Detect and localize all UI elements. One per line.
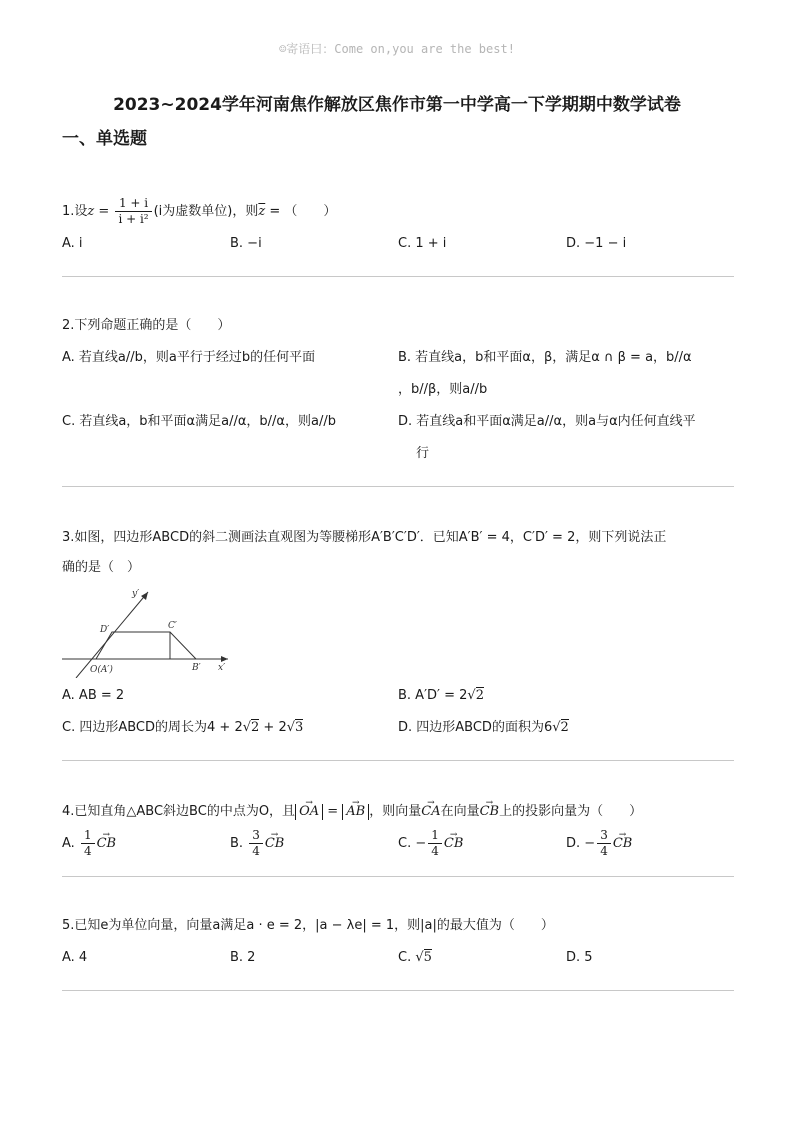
label-c: C′ (168, 621, 177, 631)
q1-var: z (87, 204, 95, 219)
divider (62, 876, 734, 877)
q1-eq2: = （ ） (265, 204, 337, 219)
divider (62, 486, 734, 487)
q4-a-den: 4 (83, 844, 92, 858)
oblique-projection-diagram (62, 586, 232, 678)
q5-c-radicand: 5 (423, 950, 432, 965)
question-1 (62, 196, 734, 227)
q5-option-d[interactable]: D. 5 (566, 950, 593, 965)
question-5-stem: 5.已知e为单位向量，向量a满足a · e = 2，|a − λe| = 1，则|a|的最大值为（ ） (62, 918, 554, 933)
q4-c-vec: → CB (444, 828, 464, 860)
q4-option-d[interactable] (566, 828, 632, 860)
q3-b-radicand: 2 (475, 688, 484, 703)
q4-eq: = (323, 804, 343, 819)
label-d: D′ (100, 625, 110, 635)
q4-vec-ca: → CA (421, 796, 440, 828)
q4-d-vec: → CB (613, 828, 633, 860)
q4-option-c[interactable] (398, 828, 463, 860)
q4-end: 上的投影向量为（ ） (499, 804, 643, 819)
question-1-stem (62, 196, 734, 227)
q4-d-num: 3 (597, 828, 611, 844)
divider (62, 760, 734, 761)
q1-prefix: 1.设 (62, 204, 88, 219)
x-axis-arrow-icon (221, 656, 228, 662)
q4-d-frac (597, 828, 611, 859)
q4-b-num: 3 (249, 828, 263, 844)
q2-option-c[interactable]: C. 若直线a，b和平面α满足a//α，b//α，则a//b (62, 414, 336, 429)
q4-vec-oa: → OA (299, 804, 319, 820)
q4-option-b[interactable] (230, 828, 284, 860)
q2-option-d-cont: 行 (416, 446, 430, 461)
q5-option-c[interactable]: C. √5 (398, 950, 432, 965)
q2-option-b-cont: ，b//β，则a//b (398, 382, 488, 397)
q1-option-a[interactable]: A. i (62, 236, 83, 251)
q4-c-sign: − (415, 836, 427, 851)
q1-frac-num: 1 + i (115, 196, 151, 212)
q4-abs-ab (342, 804, 369, 820)
question-2-stem: 2.下列命题正确的是（ ） (62, 318, 231, 333)
q1-mid: (i为虚数单位)，则 (153, 204, 259, 219)
q4-b-den: 4 (252, 844, 260, 858)
q3-c-radicand-2: 3 (295, 720, 304, 735)
q3-option-d[interactable]: D. 四边形ABCD的面积为6√2 (398, 720, 569, 735)
question-4-stem (62, 796, 642, 828)
q5-option-b[interactable]: B. 2 (230, 950, 256, 965)
q1-eq: = (94, 204, 114, 219)
q4-post: ，则向量 (369, 804, 422, 819)
q4-b-vec: → CB (265, 828, 285, 860)
q3-c-text: C. 四边形ABCD的周长为4 + 2 (62, 720, 243, 735)
q2-option-b[interactable]: B. 若直线a，b和平面α，β，满足α ∩ β = a，b//α (398, 350, 692, 365)
q4-d-sign: − (584, 836, 596, 851)
label-y: y′ (132, 589, 140, 599)
section-heading: 一、单选题 (62, 129, 147, 149)
question-3-stem-line2: 确的是（ ） (62, 560, 141, 575)
q4-pre: 4.已知直角△ABC斜边BC的中点为O，且 (62, 804, 296, 819)
q5-option-a[interactable]: A. 4 (62, 950, 88, 965)
q5-c-label: C. (398, 950, 416, 965)
q1-option-c[interactable]: C. 1 + i (398, 236, 447, 251)
q4-b-frac (249, 828, 263, 859)
q4-c-num: 1 (428, 828, 442, 844)
label-b: B′ (192, 663, 201, 673)
q3-d-radicand: 2 (560, 720, 569, 735)
q4-d-label: D. (566, 836, 585, 851)
question-3-stem-line1: 3.如图，四边形ABCD的斜二测画法直观图为等腰梯形A′B′C′D′．已知A′B′ = 4，C′D′ = 2，则下列说法正 (62, 530, 667, 545)
q2-option-d[interactable]: D. 若直线a和平面α满足a//α，则a与α内任何直线平 (398, 414, 696, 429)
q4-vec-ab: → AB (346, 804, 365, 820)
q4-a-frac (81, 828, 95, 859)
q3-option-b[interactable]: B. A′D′ = 2√2 (398, 688, 484, 703)
q4-c-label: C. (398, 836, 416, 851)
q4-c-frac (428, 828, 442, 859)
q4-vec-cb: → CB (480, 796, 500, 828)
q3-option-a[interactable]: A. AB = 2 (62, 688, 125, 703)
q4-a-vec: → CB (97, 828, 117, 860)
divider (62, 990, 734, 991)
header-motto: ☺寄语曰：Come on,you are the best! (279, 42, 515, 56)
label-o: O(A′) (90, 665, 113, 675)
q2-option-a[interactable]: A. 若直线a//b，则a平行于经过b的任何平面 (62, 350, 316, 365)
q1-option-b[interactable]: B. −i (230, 236, 262, 251)
q3-d-text: D. 四边形ABCD的面积为6 (398, 720, 553, 735)
label-x: x′ (218, 663, 226, 673)
q3-c-mid: + 2 (259, 720, 287, 735)
q4-option-a[interactable] (62, 828, 116, 860)
q3-c-radicand-1: 2 (251, 720, 260, 735)
q1-fraction (115, 196, 151, 227)
q1-zbar: $\overline{z}$ (258, 204, 266, 219)
q4-d-den: 4 (600, 844, 608, 858)
divider (62, 276, 734, 277)
q4-c-den: 4 (431, 844, 439, 858)
q3-option-c[interactable]: C. 四边形ABCD的周长为4 + 2√2 + 2√3 (62, 720, 304, 735)
q1-option-d[interactable]: D. −1 − i (566, 236, 627, 251)
q4-a-num: 1 (81, 828, 95, 844)
q4-abs-oa (295, 804, 323, 820)
q3-b-text: B. A′D′ = 2 (398, 688, 468, 703)
q4-mid: 在向量 (440, 804, 480, 819)
page-title: 2023~2024学年河南焦作解放区焦作市第一中学高一下学期期中数学试卷 (113, 95, 681, 115)
q1-frac-den: i + i² (118, 212, 149, 226)
q4-b-label: B. (230, 836, 248, 851)
q4-a-label: A. (62, 836, 79, 851)
